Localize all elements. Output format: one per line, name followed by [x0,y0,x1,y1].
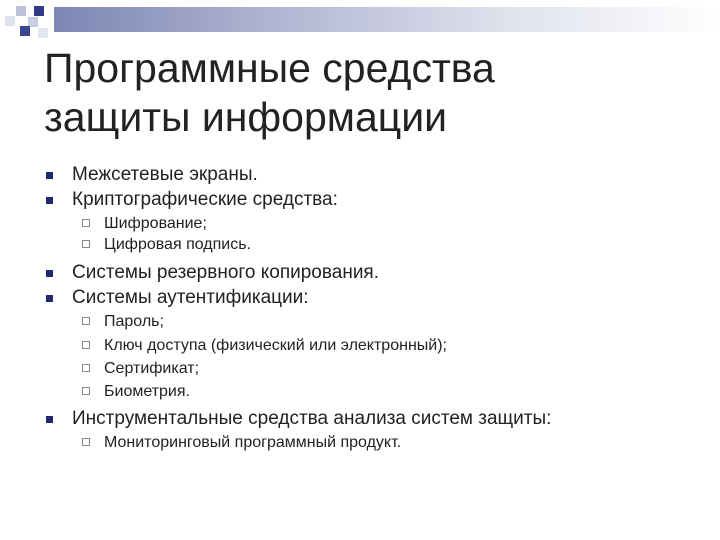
title-line-1: Программные средства [44,45,495,91]
filled-square-bullet-icon [46,416,53,423]
sub-item-encryption [104,214,207,234]
list-item-instrumental-tools [72,407,551,431]
list-item-label: Системы резервного копирования. [72,262,379,283]
sub-item-label: Пароль; [104,313,164,330]
hollow-square-bullet-icon [82,438,90,446]
sub-item-label: Ключ доступа (физический или электронный); [104,337,447,354]
sub-item-access-key [104,336,447,356]
list-item-label: Межсетевые экраны. [72,164,258,185]
sub-item-label: Сертификат; [104,360,200,377]
hollow-square-bullet-icon [82,364,90,372]
hollow-square-bullet-icon [82,387,90,395]
list-item-authentication [72,286,309,310]
sub-item-label: Биометрия. [104,383,190,400]
hollow-square-bullet-icon [82,341,90,349]
hollow-square-bullet-icon [82,240,90,248]
sub-item-certificate [104,359,199,379]
filled-square-bullet-icon [46,197,53,204]
filled-square-bullet-icon [46,270,53,277]
hollow-square-bullet-icon [82,317,90,325]
sub-item-label: Мониторинговый программный продукт. [104,434,402,451]
sub-item-label: Цифровая подпись. [104,236,251,253]
filled-square-bullet-icon [46,295,53,302]
hollow-square-bullet-icon [82,219,90,227]
title-line-2: защиты информации [44,94,448,140]
list-item-firewalls [72,163,258,187]
list-item-label: Инструментальные средства анализа систем защиты: [72,408,552,429]
list-item-crypto [72,188,338,212]
sub-item-biometrics [104,382,190,402]
list-item-backup [72,261,379,285]
filled-square-bullet-icon [46,172,53,179]
sub-item-password [104,312,164,332]
sub-item-label: Шифрование; [104,215,207,232]
list-item-label: Системы аутентификации: [72,287,309,308]
list-item-label: Криптографические средства: [72,189,338,210]
sub-item-digital-signature [104,235,251,255]
sub-item-monitoring [104,433,401,453]
